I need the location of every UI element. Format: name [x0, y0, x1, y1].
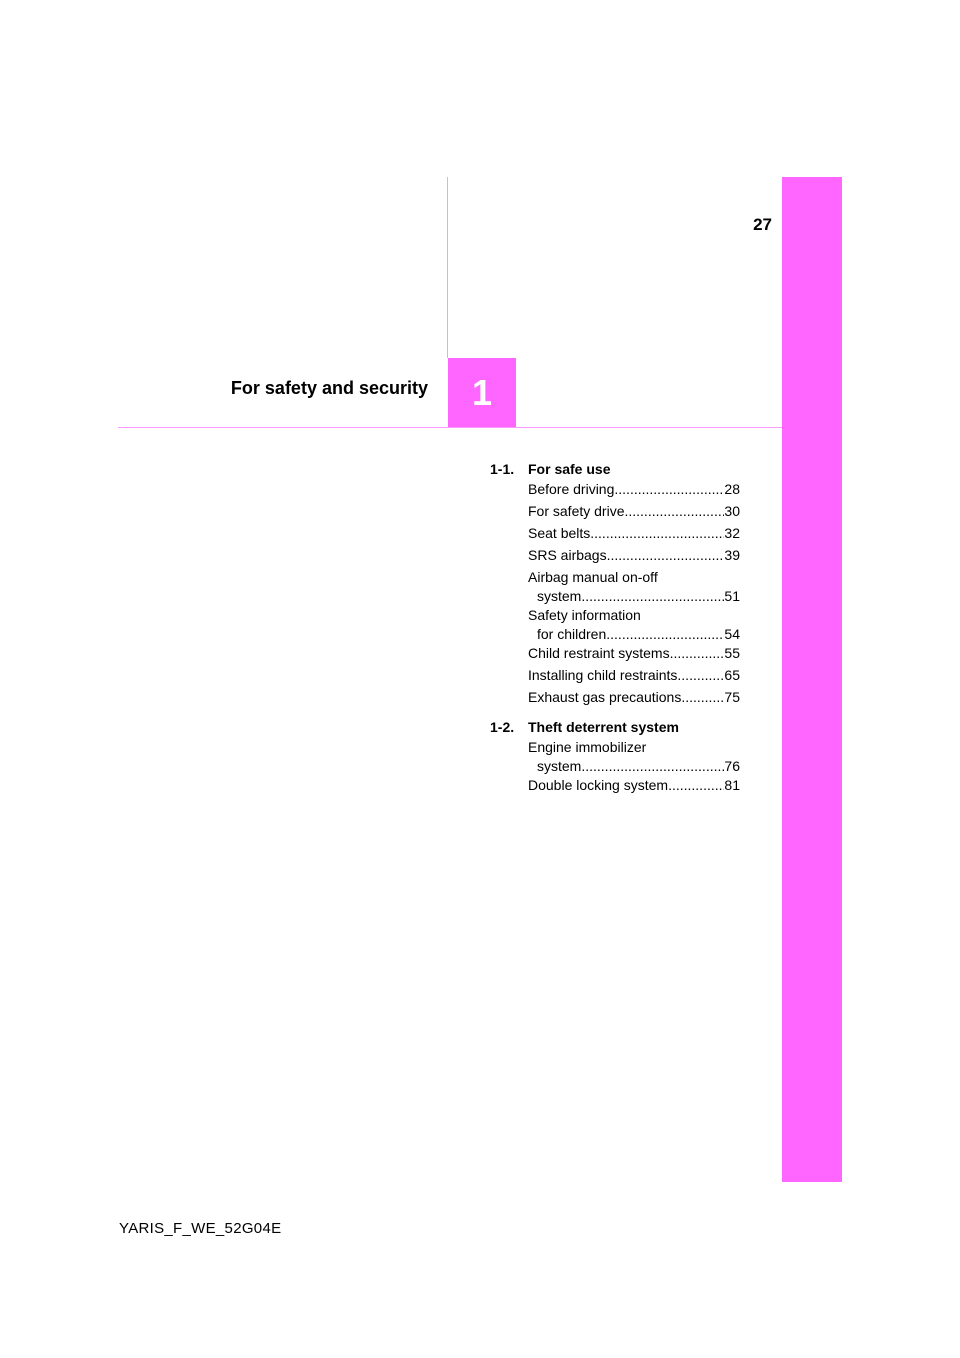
dot-leader	[670, 644, 725, 666]
dot-leader	[607, 546, 725, 568]
toc-entry-page: 39	[724, 547, 740, 563]
chapter-number: 1	[471, 371, 493, 413]
toc-entry[interactable]	[528, 524, 740, 546]
dot-leader	[606, 625, 724, 644]
horizontal-rule	[118, 427, 782, 428]
dot-leader	[581, 587, 724, 606]
toc-entry-title: Exhaust gas precautions	[528, 689, 682, 705]
toc-entry-page: 75	[724, 689, 740, 705]
document-code: YARIS_F_WE_52G04E	[119, 1220, 282, 1237]
dot-leader	[677, 666, 724, 688]
vertical-rule	[447, 177, 448, 358]
toc-entry-page: 32	[724, 525, 740, 541]
page-number: 27	[753, 215, 772, 234]
toc-entry-title: Installing child restraints	[528, 667, 678, 683]
chapter-side-tab	[782, 177, 842, 1182]
toc-entry[interactable]	[528, 776, 740, 798]
toc-entry[interactable]	[528, 568, 740, 606]
dot-leader	[581, 757, 724, 776]
table-of-contents	[490, 459, 740, 805]
toc-section	[490, 717, 740, 798]
toc-entry[interactable]	[528, 644, 740, 666]
toc-section-heading[interactable]	[490, 717, 740, 738]
toc-entry[interactable]	[528, 688, 740, 710]
toc-section-number: 1-2.	[490, 719, 515, 735]
toc-section-title: Theft deterrent system	[528, 719, 679, 735]
toc-entry-page: 55	[724, 645, 740, 661]
toc-entry[interactable]	[528, 738, 740, 776]
toc-entry[interactable]	[528, 606, 740, 644]
toc-entry-title: SRS airbags	[528, 547, 607, 563]
toc-entry-title-cont: system	[537, 588, 582, 604]
toc-section	[490, 459, 740, 710]
toc-entry-title: Safety information	[528, 607, 641, 623]
toc-entry-title: Engine immobilizer	[528, 739, 647, 755]
chapter-number-box	[448, 358, 516, 427]
toc-entry-title: Child restraint systems	[528, 645, 670, 661]
toc-entry-title-cont: system	[537, 758, 582, 774]
toc-entry[interactable]	[528, 546, 740, 568]
toc-entry-title: Airbag manual on-off	[528, 569, 658, 585]
toc-entry-title: Before driving	[528, 481, 615, 497]
dot-leader	[590, 524, 724, 546]
dot-leader	[668, 776, 724, 798]
dot-leader	[681, 688, 724, 710]
toc-section-number: 1-1.	[490, 461, 515, 477]
toc-entry-page: 65	[724, 667, 740, 683]
toc-entry[interactable]	[528, 480, 740, 502]
toc-entry-title: For safety drive	[528, 503, 625, 519]
toc-section-title: For safe use	[528, 461, 611, 477]
toc-section-heading[interactable]	[490, 459, 740, 480]
toc-entry[interactable]	[528, 502, 740, 524]
toc-entry[interactable]	[528, 666, 740, 688]
toc-entry-title: Seat belts	[528, 525, 591, 541]
toc-entry-page: 54	[724, 626, 740, 642]
toc-entry-page: 28	[724, 481, 740, 497]
toc-entry-page: 81	[724, 777, 740, 793]
toc-entry-page: 51	[724, 588, 740, 604]
toc-entry-title: Double locking system	[528, 777, 669, 793]
toc-entry-title-cont: for children	[537, 626, 607, 642]
dot-leader	[624, 502, 724, 524]
toc-entry-page: 76	[724, 758, 740, 774]
chapter-title: For safety and security	[230, 378, 428, 398]
dot-leader	[614, 480, 724, 502]
toc-entry-page: 30	[724, 503, 740, 519]
